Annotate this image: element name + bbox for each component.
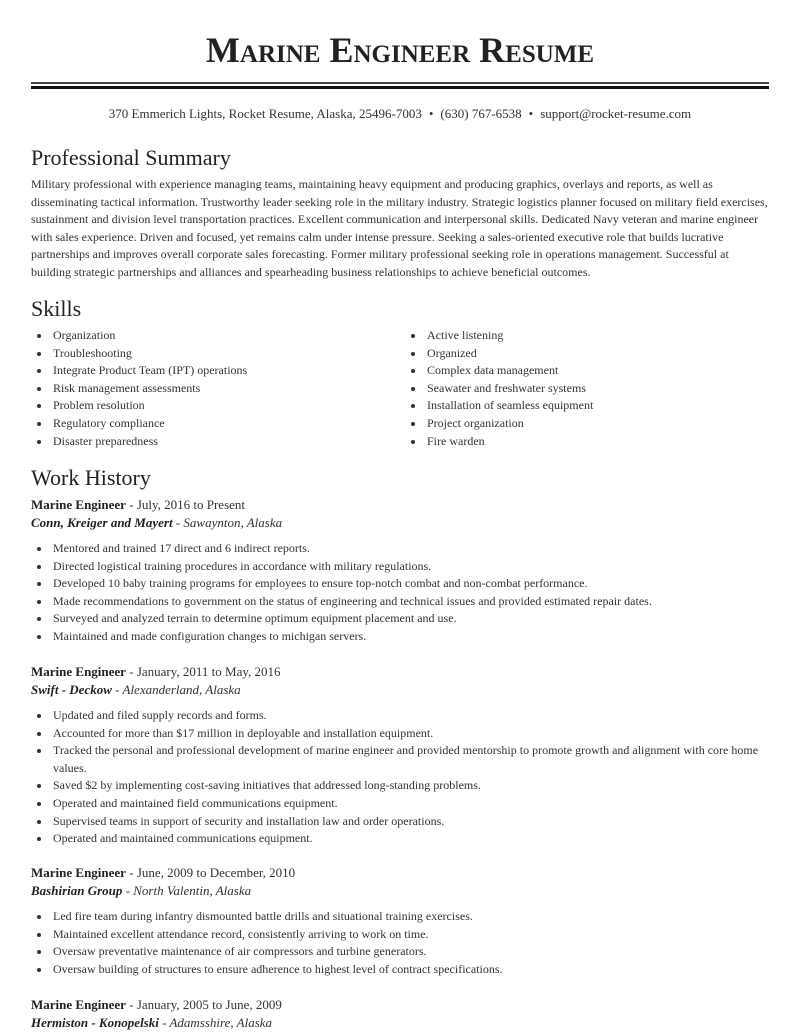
job-location: Adamsshire, Alaska bbox=[169, 1015, 273, 1030]
job-bullet: Operated and maintained field communications equipment. bbox=[31, 795, 769, 813]
skill-item: Active listening bbox=[405, 327, 775, 345]
job-entry bbox=[31, 996, 769, 1032]
skill-item: Problem resolution bbox=[31, 397, 401, 415]
job-dates: January, 2011 to May, 2016 bbox=[136, 664, 281, 679]
job-bullet: Surveyed and analyzed terrain to determine optimum equipment placement and use. bbox=[31, 610, 769, 628]
skill-item: Disaster preparedness bbox=[31, 433, 401, 451]
work-history-heading: Work History bbox=[31, 465, 151, 490]
contact-separator: • bbox=[528, 106, 534, 121]
dash: - bbox=[172, 515, 184, 530]
contact-email[interactable]: support@rocket-resume.com bbox=[540, 106, 692, 121]
skill-item: Risk management assessments bbox=[31, 380, 401, 398]
job-bullet: Accounted for more than $17 million in deployable and installation equipment. bbox=[31, 725, 769, 743]
summary-text: Military professional with experience managing teams, maintaining heavy equipment and producing graphics, overlays and reports, as well as disseminating tactical information. Trustworthy leader seeking role in the military industry. Strategic logistics planner focused on military field exercises, sustainment and division level transportation practices. Excellent communication and interpersonal skills. Dedicated Navy veteran and marine engineer with sales experience. Driven and focused, yet remains calm under intense pressure. Seeking a sales-oriented executive role that builds lucrative partnerships and improves overall corporate sales forecasting. Former military professional seeking role in operations management. Successful at building strategic partnerships and alliances and spearheading business relationships to achieve beneficial outcomes. bbox=[31, 177, 768, 279]
company-name: Hermiston - Konopelski bbox=[31, 1015, 159, 1030]
summary-heading: Professional Summary bbox=[31, 145, 231, 170]
job-bullets bbox=[31, 707, 769, 848]
dash: - bbox=[122, 883, 134, 898]
job-bullet: Led fire team during infantry dismounted battle drills and situational training exercises. bbox=[31, 908, 769, 926]
job-bullet: Updated and filed supply records and forms. bbox=[31, 707, 769, 725]
job-bullet: Made recommendations to government on the status of engineering and technical issues and provided estimated repair dates. bbox=[31, 593, 769, 611]
skills-list-left bbox=[31, 327, 401, 450]
job-entry bbox=[31, 496, 769, 646]
dash: - bbox=[158, 1015, 170, 1030]
company-line bbox=[31, 882, 769, 900]
contact-address: 370 Emmerich Lights, Rocket Resume, Alaska, 25496-7003 bbox=[108, 106, 422, 121]
job-bullets bbox=[31, 908, 769, 978]
skill-item: Integrate Product Team (IPT) operations bbox=[31, 362, 401, 380]
job-location: Alexanderland, Alaska bbox=[122, 682, 241, 697]
skill-item: Troubleshooting bbox=[31, 345, 401, 363]
skill-item: Regulatory compliance bbox=[31, 415, 401, 433]
job-bullet: Directed logistical training procedures in accordance with military regulations. bbox=[31, 558, 769, 576]
job-entry bbox=[31, 663, 769, 848]
job-bullet: Developed 10 baby training programs for employees to ensure top-notch combat and non-combat performance. bbox=[31, 575, 769, 593]
job-title-line bbox=[31, 663, 769, 681]
job-bullets bbox=[31, 540, 769, 646]
job-bullet: Mentored and trained 17 direct and 6 indirect reports. bbox=[31, 540, 769, 558]
dash: - bbox=[125, 664, 137, 679]
job-location: North Valentin, Alaska bbox=[133, 883, 252, 898]
company-line bbox=[31, 681, 769, 699]
job-location: Sawaynton, Alaska bbox=[183, 515, 283, 530]
job-bullet: Saved $2 by implementing cost-saving initiatives that addressed long-standing problems. bbox=[31, 777, 769, 795]
skill-item: Project organization bbox=[405, 415, 775, 433]
skill-item: Fire warden bbox=[405, 433, 775, 451]
job-entry bbox=[31, 864, 769, 978]
job-bullet: Supervised teams in support of security and installation law and order operations. bbox=[31, 813, 769, 831]
job-title-line bbox=[31, 996, 769, 1014]
skills-list-right bbox=[405, 327, 775, 450]
contact-phone: (630) 767-6538 bbox=[440, 106, 522, 121]
company-name: Conn, Kreiger and Mayert bbox=[31, 515, 173, 530]
dash: - bbox=[125, 497, 137, 512]
job-bullet: Maintained excellent attendance record, consistently arriving to work on time. bbox=[31, 926, 769, 944]
resume-page bbox=[31, 0, 769, 1030]
company-name: Bashirian Group bbox=[31, 883, 123, 898]
contact-separator: • bbox=[428, 106, 434, 121]
header-rule-thick bbox=[31, 86, 769, 89]
job-dates: June, 2009 to December, 2010 bbox=[136, 865, 296, 880]
company-line bbox=[31, 514, 769, 532]
job-title: Marine Engineer bbox=[31, 497, 126, 512]
skill-item: Organized bbox=[405, 345, 775, 363]
contact-line bbox=[31, 105, 769, 123]
job-title: Marine Engineer bbox=[31, 997, 126, 1012]
dash: - bbox=[125, 997, 137, 1012]
skill-item: Installation of seamless equipment bbox=[405, 397, 775, 415]
job-bullet: Oversaw building of structures to ensure adherence to highest level of contract specifications. bbox=[31, 961, 769, 979]
job-dates: July, 2016 to Present bbox=[136, 497, 246, 512]
job-bullet: Operated and maintained communications equipment. bbox=[31, 830, 769, 848]
company-name: Swift - Deckow bbox=[31, 682, 112, 697]
skill-item: Organization bbox=[31, 327, 401, 345]
header-rule-thin bbox=[31, 82, 769, 84]
job-bullet: Maintained and made configuration changes to michigan servers. bbox=[31, 628, 769, 646]
skill-item: Seawater and freshwater systems bbox=[405, 380, 775, 398]
job-bullet: Oversaw preventative maintenance of air compressors and turbine generators. bbox=[31, 943, 769, 961]
skill-item: Complex data management bbox=[405, 362, 775, 380]
skills-heading: Skills bbox=[31, 296, 82, 321]
job-bullet: Tracked the personal and professional development of marine engineer and provided mentorship to promote growth and alignment with core home values. bbox=[31, 742, 769, 777]
job-title-line bbox=[31, 496, 769, 514]
company-line bbox=[31, 1014, 769, 1032]
resume-title: Marine Engineer Resume bbox=[205, 30, 595, 70]
job-title-line bbox=[31, 864, 769, 882]
job-title: Marine Engineer bbox=[31, 664, 126, 679]
job-title: Marine Engineer bbox=[31, 865, 126, 880]
dash: - bbox=[111, 682, 123, 697]
dash: - bbox=[125, 865, 137, 880]
job-dates: January, 2005 to June, 2009 bbox=[136, 997, 282, 1012]
